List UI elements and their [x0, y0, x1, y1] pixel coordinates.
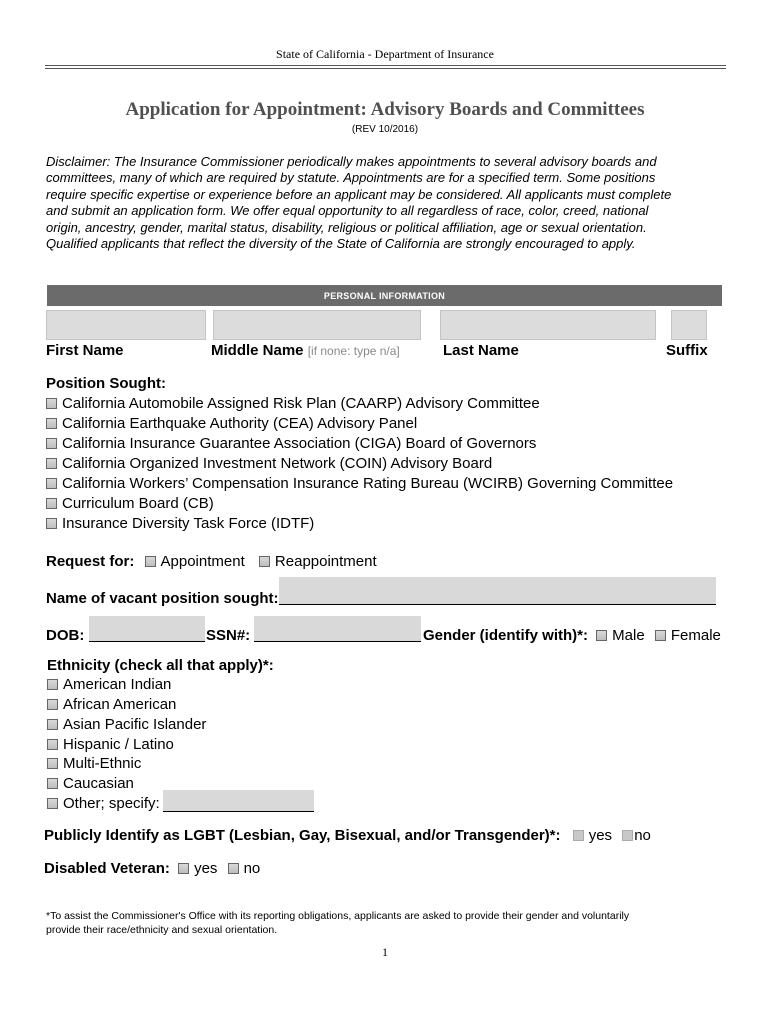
position-option-coin[interactable]: California Organized Investment Network (COIN) Advisory Board — [46, 455, 492, 472]
gender-row — [423, 627, 721, 644]
reappointment-label: Reappointment — [274, 553, 377, 570]
page-number: 1 — [382, 945, 388, 959]
checkbox-icon[interactable] — [47, 679, 58, 690]
lgbt-row — [44, 827, 651, 844]
ethnicity-heading: Ethnicity (check all that apply)*: — [47, 657, 274, 674]
checkbox-icon[interactable] — [47, 758, 58, 769]
disclaimer-line: Disclaimer: The Insurance Commissioner periodically makes appointments to several advisory boards and — [46, 154, 657, 169]
veteran-yes-label: yes — [194, 860, 218, 877]
appointment-label: Appointment — [160, 553, 245, 570]
suffix-field[interactable] — [671, 310, 707, 340]
first-name-field[interactable] — [46, 310, 206, 340]
checkbox-icon[interactable] — [46, 438, 57, 449]
dob-label: DOB: — [46, 627, 85, 644]
ethnicity-option-american-indian[interactable]: American Indian — [47, 676, 171, 693]
ssn-field[interactable] — [254, 616, 421, 642]
first-name-label: First Name — [46, 342, 124, 359]
checkbox-icon[interactable] — [46, 478, 57, 489]
male-label: Male — [612, 627, 645, 644]
veteran-no-label: no — [243, 860, 261, 877]
male-checkbox-icon[interactable] — [596, 630, 607, 641]
checkbox-icon[interactable] — [46, 418, 57, 429]
ethnicity-option-caucasian[interactable]: Caucasian — [47, 775, 134, 792]
ssn-label: SSN#: — [206, 627, 251, 644]
middle-name-field[interactable] — [213, 310, 421, 340]
gender-label: Gender (identify with)*: — [423, 627, 588, 644]
female-checkbox-icon[interactable] — [655, 630, 666, 641]
revision-label: (REV 10/2016) — [351, 124, 419, 135]
ethnicity-other-field[interactable] — [163, 790, 314, 812]
disclaimer-line: and submit an application form. We offer equal opportunity to all regardless of race, color, creed, national — [46, 203, 649, 219]
veteran-label: Disabled Veteran: — [44, 860, 170, 877]
checkbox-icon[interactable] — [46, 398, 57, 409]
checkbox-icon[interactable] — [47, 699, 58, 710]
lgbt-no-label: no — [634, 827, 651, 844]
lgbt-yes-label: yes — [588, 827, 613, 844]
vacant-position-field[interactable] — [279, 577, 716, 605]
checkbox-icon[interactable] — [46, 518, 57, 529]
ethnicity-option-multi-ethnic[interactable]: Multi-Ethnic — [47, 755, 141, 772]
footnote-line: *To assist the Commissioner's Office with its reporting obligations, applicants are asked to provide their gender and voluntarily — [46, 910, 630, 922]
lgbt-label: Publicly Identify as LGBT (Lesbian, Gay, Bisexual, and/or Transgender)*: — [44, 827, 561, 844]
checkbox-icon[interactable] — [47, 778, 58, 789]
veteran-no-checkbox-icon[interactable] — [228, 863, 239, 874]
vacant-position-label: Name of vacant position sought: — [46, 590, 279, 607]
header-rule-2 — [45, 68, 726, 69]
checkbox-icon[interactable] — [46, 498, 57, 509]
checkbox-icon[interactable] — [47, 719, 58, 730]
lgbt-no-checkbox-icon[interactable] — [622, 830, 633, 841]
lgbt-yes-checkbox-icon[interactable] — [573, 830, 584, 841]
veteran-yes-checkbox-icon[interactable] — [178, 863, 189, 874]
appointment-checkbox-icon[interactable] — [145, 556, 156, 567]
disclaimer — [46, 154, 671, 252]
checkbox-icon[interactable] — [46, 458, 57, 469]
checkbox-icon[interactable] — [47, 798, 58, 809]
position-option-idtf[interactable]: Insurance Diversity Task Force (IDTF) — [46, 515, 314, 532]
position-option-cea[interactable]: California Earthquake Authority (CEA) Advisory Panel — [46, 415, 417, 432]
footnote-line: provide their race/ethnicity and sexual orientation. — [46, 924, 278, 936]
reappointment-checkbox-icon[interactable] — [259, 556, 270, 567]
checkbox-icon[interactable] — [47, 739, 58, 750]
ethnicity-option-african-american[interactable]: African American — [47, 696, 176, 713]
disclaimer-line: require specific expertise or experience before an applicant may be considered. All applicants must complete — [46, 186, 672, 202]
suffix-label: Suffix — [666, 342, 708, 359]
position-option-caarp[interactable]: California Automobile Assigned Risk Plan (CAARP) Advisory Committee — [46, 395, 540, 412]
position-sought-heading: Position Sought: — [46, 375, 166, 392]
veteran-row — [44, 860, 260, 877]
ethnicity-option-hispanic[interactable]: Hispanic / Latino — [47, 736, 174, 753]
request-for-row — [46, 553, 377, 570]
last-name-field[interactable] — [440, 310, 656, 340]
middle-name-hint: [if none: type n/a] — [307, 344, 400, 358]
disclaimer-line: committees, many of which are required by statute. Appointments are for a specified term. Some positions — [46, 170, 656, 186]
agency-header: State of California - Department of Insurance — [276, 47, 494, 61]
ethnicity-option-other[interactable]: Other; specify: — [47, 795, 160, 812]
footnote — [46, 909, 629, 937]
position-option-wcirb[interactable]: California Workers’ Compensation Insurance Rating Bureau (WCIRB) Governing Committee — [46, 475, 673, 492]
middle-name-label-group — [211, 342, 400, 359]
ethnicity-option-asian-pacific[interactable]: Asian Pacific Islander — [47, 716, 206, 733]
female-label: Female — [670, 627, 721, 644]
position-option-ciga[interactable]: California Insurance Guarantee Association (CIGA) Board of Governors — [46, 435, 536, 452]
personal-info-section-bar: PERSONAL INFORMATION — [47, 285, 722, 306]
middle-name-label: Middle Name — [211, 342, 304, 359]
disclaimer-line: origin, ancestry, gender, marital status, disability, religious or political affiliation, age or sexual orientation. — [46, 219, 647, 235]
disclaimer-line: Qualified applicants that reflect the diversity of the State of California are strongly encouraged to apply. — [46, 236, 636, 252]
page-title: Application for Appointment: Advisory Boards and Committees — [125, 99, 645, 120]
header-rule — [45, 65, 726, 66]
request-for-label: Request for: — [46, 553, 135, 570]
last-name-label: Last Name — [443, 342, 519, 359]
position-option-cb[interactable]: Curriculum Board (CB) — [46, 495, 214, 512]
dob-field[interactable] — [89, 616, 205, 642]
